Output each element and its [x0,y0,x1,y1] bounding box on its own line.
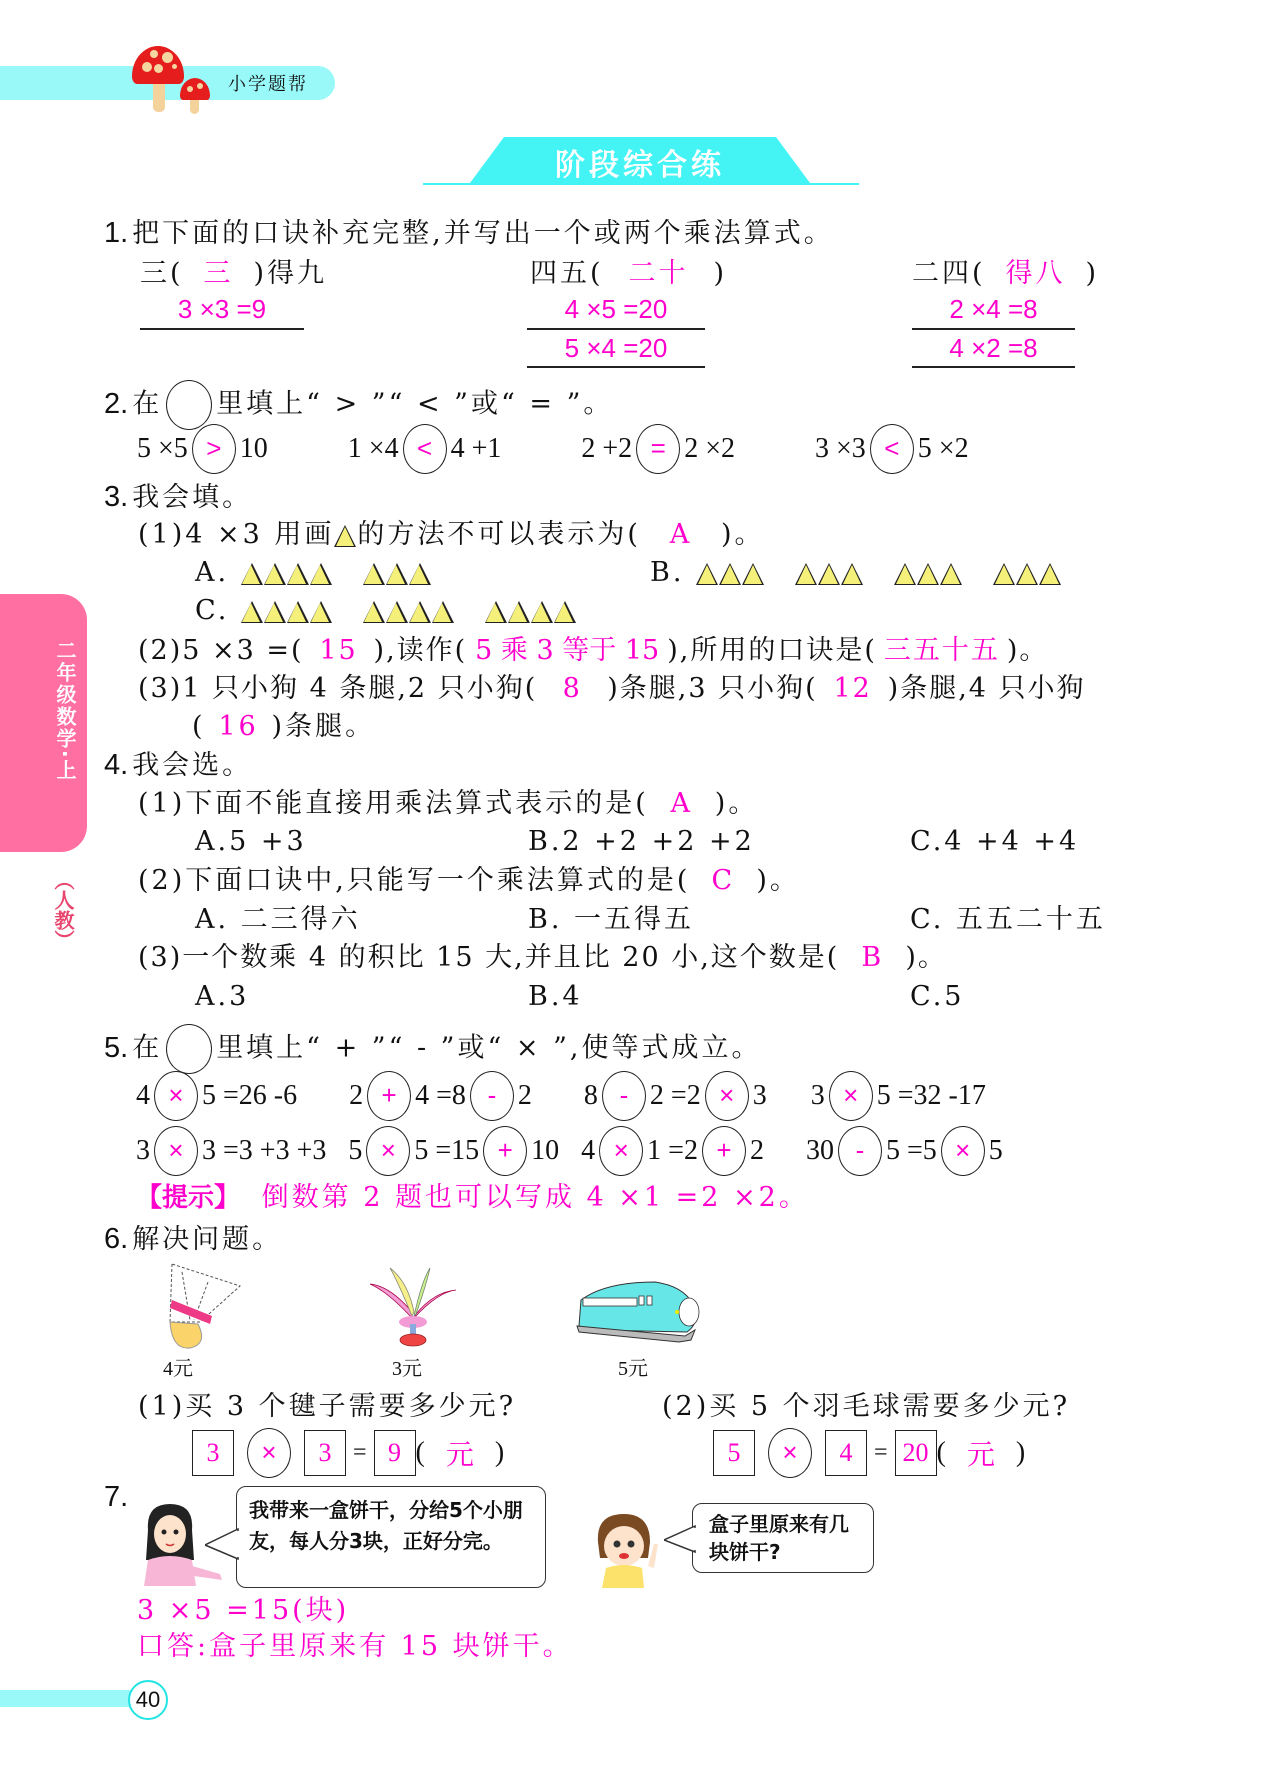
answer-circle: + [702,1126,746,1176]
side-edition-label: （人教） [51,870,75,950]
q3-answer-1: A [669,519,693,550]
section-title: 阶段综合练 [555,148,725,183]
answer-circle: × [599,1126,643,1176]
answer-underline [912,366,1075,368]
answer-circle: - [838,1126,882,1176]
jianzi-shuttlecock-icon [368,1262,458,1350]
answer-circle: + [483,1126,527,1176]
q1-answer-2: 二十 [628,258,689,289]
question-4-prompt: 4. 我会选。 [104,749,253,781]
question-3-prompt: 3. 我会填。 [104,481,253,513]
question-5-prompt: 5. 在 里填上“ + ”“ - ”或“ × ”,使等式成立。 [104,1024,761,1074]
q3-sub3-cont: ( 16 )条腿。 [192,711,376,742]
q3-option-c: C. [195,594,607,629]
answer-box: 5 [713,1430,755,1476]
q4-option: A.3 [195,981,250,1012]
hint-text: 倒数第 2 题也可以写成 4 ×1 =2 ×2。 [261,1182,809,1213]
triangle-group [241,557,333,591]
item-price: 5元 [618,1358,648,1380]
page-number: 40 [128,1680,168,1720]
hint-label: 【提示】 [136,1183,241,1213]
badminton-shuttlecock-icon [160,1262,250,1350]
answer-circle: < [403,424,447,474]
q3-sub2: (2)5 ×3 =( 15 ),读作( 5 乘 3 等于 15 ),所用的口诀是( 三五十五 )。 [138,635,1049,666]
girl-character-right-icon [588,1508,668,1588]
answer-circle: + [367,1071,411,1121]
answer-circle: < [870,424,914,474]
q4-sub3: (3)一个数乘 4 的积比 15 大,并且比 20 小,这个数是( B )。 [138,942,947,973]
speech-bubble-right: 盒子里原来有几块饼干? [692,1503,874,1573]
question-2-prompt: 2. 在 里填上“ > ”“ < ”或“ = ”。 [104,380,613,430]
answer-box: 4 [825,1430,867,1476]
q3-sub1: (1)4 ×3 用画 的方法不可以表示为( A )。 [138,519,765,550]
q7-answer-text: 口答:盒子里原来有 15 块饼干。 [137,1631,573,1662]
q4-option: A.5 +3 [195,826,307,857]
question-1-prompt: 1. 把下面的口诀补充完整,并写出一个或两个乘法算式。 [104,217,834,249]
q1-item-1: 三( 三 )得九 [140,258,328,289]
q4-option: C.5 [910,981,965,1012]
q1-equation: 4 ×5 =20 [564,294,668,324]
item-price: 3元 [392,1358,422,1380]
answer-box: 3 [192,1430,234,1476]
q3-option-b: B. [650,556,1092,591]
q4-option: A. 二三得六 [195,904,361,935]
answer-underline [527,366,705,368]
q4-option: B.2 +2 +2 +2 [528,826,755,857]
answer-underline [912,328,1075,330]
q6-sub1-question: (1)买 3 个毽子需要多少元? [138,1391,517,1422]
q4-sub2: (2)下面口诀中,只能写一个乘法算式的是( C )。 [138,865,800,896]
triangle-group [363,557,432,591]
q4-option: C.4 +4 +4 [910,826,1080,857]
answer-box: 9 [374,1430,416,1476]
answer-box: 20 [895,1430,937,1476]
q4-sub1: (1)下面不能直接用乘法算式表示的是( A )。 [138,788,759,819]
question-6-prompt: 6. 解决问题。 [104,1223,283,1255]
q7-answer-equation: 3 ×5 =15(块) [137,1595,350,1626]
answer-circle: × [154,1126,198,1176]
answer-circle: = [636,424,680,474]
q5-row-2: 3 × 3 =3 +3 +3 5 × 5 =15 + 10 4 × 1 =2 + 2 30 - 5 =5 × 5 [136,1126,1003,1176]
q1-item-2: 四五( 二十 ) [530,258,728,289]
speech-bubble-tail [205,1525,239,1565]
q1-equation: 3 ×3 =9 [177,294,267,324]
q1-equation: 5 ×4 =20 [564,333,668,363]
q6-sub1-equation: 3 × 3 = 9 ( 元 ) [192,1428,504,1478]
mushroom-icon [132,46,212,116]
item-price: 4元 [163,1358,193,1380]
footer-band [0,1690,135,1707]
speech-bubble-tail [664,1522,696,1558]
triangle-icon [334,525,356,547]
q2-row: 5 ×5 > 10 1 ×4 < 4 +1 2 +2 = 2 ×2 3 ×3 < 5 ×2 [137,424,969,474]
q3-option-a: A. [195,556,462,591]
answer-circle: > [192,424,236,474]
q1-item-3: 二四( 得八 ) [912,258,1100,289]
q4-option: B.4 [528,981,583,1012]
brand-label: 小学题帮 [228,74,308,95]
answer-underline [140,328,304,330]
answer-circle: × [829,1071,873,1121]
q4-option: B. 一五得五 [528,904,695,935]
q4-option: C. 五五二十五 [910,904,1106,935]
empty-circle-icon [166,1024,212,1074]
q6-sub2-question: (2)买 5 个羽毛球需要多少元? [662,1391,1071,1422]
question-7-label: 7. [104,1481,129,1513]
answer-circle: × [705,1071,749,1121]
empty-circle-icon [166,380,212,430]
q5-hint [136,1181,809,1215]
q5-row-1: 4 × 5 =26 -6 2 + 4 =8 - 2 8 - 2 =2 × 3 3 × 5 =32 -17 [136,1071,986,1121]
answer-box: 3 [304,1430,346,1476]
q1-answer-1: 三 [203,258,234,289]
speech-bubble-left: 我带来一盒饼干，分给5个小朋友，每人分3块，正好分完。 [236,1486,546,1588]
side-grade-label: 二年级数学·上 [53,640,77,782]
q6-sub2-equation: 5 × 4 = 20 ( 元 ) [713,1428,1025,1478]
answer-circle: × [941,1126,985,1176]
answer-circle: × [366,1126,410,1176]
q1-equation: 4 ×2 =8 [949,333,1038,363]
toy-train-icon [575,1270,705,1346]
answer-underline [527,328,705,330]
answer-circle: × [768,1428,812,1478]
answer-circle: - [602,1071,646,1121]
q3-sub3: (3)1 只小狗 4 条腿,2 只小狗( 8 )条腿,3 只小狗( 12 )条腿,4 只小狗 [138,673,1086,704]
q1-equation: 2 ×4 =8 [949,294,1038,324]
answer-circle: × [247,1428,291,1478]
answer-circle: - [470,1071,514,1121]
q1-answer-3: 得八 [1005,258,1066,289]
answer-circle: × [154,1071,198,1121]
